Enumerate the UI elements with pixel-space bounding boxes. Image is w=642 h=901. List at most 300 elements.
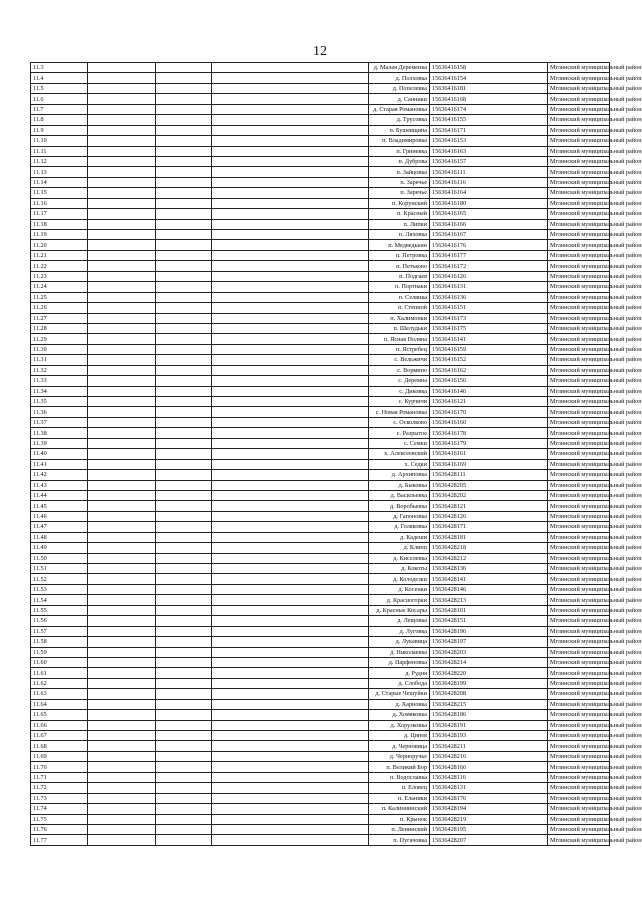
empty-cell [88,751,156,761]
empty-cell [88,146,156,156]
empty-cell [156,751,212,761]
empty-cell [156,647,212,657]
empty-cell [156,365,212,375]
table-row [31,459,610,469]
oktmo-code: 15636416167 [430,230,548,240]
district-name: Мглинский муниципальный район [548,407,610,417]
empty-cell [156,835,212,845]
empty-cell [88,417,156,427]
settlement-name: п. Селянка [369,292,430,302]
empty-cell [212,344,369,354]
empty-cell [88,605,156,615]
empty-cell [212,668,369,678]
table-row [31,198,610,208]
row-number: 11.17 [31,209,88,219]
empty-cell [88,490,156,500]
settlement-name: п. Владимировка [369,136,430,146]
table-row [31,574,610,584]
table-row [31,136,610,146]
empty-cell [156,553,212,563]
row-number: 11.52 [31,574,88,584]
table-body [31,63,642,846]
empty-cell [88,553,156,563]
empty-cell [156,710,212,720]
table-row [31,584,610,594]
empty-cell [88,637,156,647]
oktmo-code: 15636416141 [430,334,548,344]
district-name: Мглинский муниципальный район [548,657,610,667]
row-number: 11.72 [31,783,88,793]
empty-cell [156,772,212,782]
district-name: Мглинский муниципальный район [548,804,610,814]
empty-cell [156,104,212,114]
row-number: 11.47 [31,522,88,532]
oktmo-code: 15636428126 [430,511,548,521]
empty-cell [212,804,369,814]
settlement-name: п. Гриневка [369,146,430,156]
settlement-name: с. Семки [369,438,430,448]
district-name: Мглинский муниципальный район [548,167,610,177]
empty-cell [88,793,156,803]
row-number: 11.30 [31,344,88,354]
empty-cell [212,511,369,521]
empty-cell [88,783,156,793]
settlement-name: с. Разрытое [369,428,430,438]
row-number: 11.39 [31,438,88,448]
empty-cell [212,188,369,198]
empty-cell [212,605,369,615]
empty-cell [212,762,369,772]
settlement-name: д. Николаевка [369,647,430,657]
empty-cell [156,73,212,83]
oktmo-code: 15636416159 [430,344,548,354]
empty-cell [212,459,369,469]
empty-cell [156,689,212,699]
oktmo-code: 15636428195 [430,824,548,834]
settlement-name: д. Хомяковка [369,710,430,720]
settlement-name: д. Хорузковка [369,720,430,730]
oktmo-code: 15636428218 [430,543,548,553]
oktmo-code: 15636416173 [430,313,548,323]
settlement-name: п. Корунский [369,198,430,208]
settlement-name: д. Клипп [369,543,430,553]
oktmo-code: 15636416174 [430,104,548,114]
oktmo-code: 15636428111 [430,470,548,480]
empty-cell [212,564,369,574]
row-number: 11.34 [31,386,88,396]
oktmo-code: 15636416164 [430,188,548,198]
oktmo-code: 15636416136 [430,292,548,302]
table-row [31,741,610,751]
row-number: 11.31 [31,355,88,365]
empty-cell [156,250,212,260]
district-name: Мглинский муниципальный район [548,595,610,605]
empty-cell [156,501,212,511]
district-name: Мглинский муниципальный район [548,94,610,104]
table-row [31,63,610,73]
empty-cell [212,261,369,271]
empty-cell [212,83,369,93]
empty-cell [88,209,156,219]
settlement-name: д. Красные Косары [369,605,430,615]
row-number: 11.13 [31,167,88,177]
settlement-name: п. Бушевщина [369,125,430,135]
table-row [31,605,610,615]
row-number: 11.74 [31,804,88,814]
district-name: Мглинский муниципальный район [548,198,610,208]
district-name: Мглинский муниципальный район [548,386,610,396]
empty-cell [156,271,212,281]
table-row [31,824,610,834]
empty-cell [212,94,369,104]
district-name: Мглинский муниципальный район [548,751,610,761]
oktmo-code: 15636416170 [430,407,548,417]
empty-cell [88,480,156,490]
table-row [31,344,610,354]
empty-cell [156,522,212,532]
district-name: Мглинский муниципальный район [548,741,610,751]
district-name: Мглинский муниципальный район [548,710,610,720]
empty-cell [88,741,156,751]
settlement-name: с. Осколково [369,417,430,427]
empty-cell [156,125,212,135]
settlement-name: д. Черноручье [369,751,430,761]
table-row [31,83,610,93]
district-name: Мглинский муниципальный район [548,125,610,135]
table-row [31,470,610,480]
empty-cell [212,490,369,500]
empty-cell [156,355,212,365]
row-number: 11.7 [31,104,88,114]
district-name: Мглинский муниципальный район [548,115,610,125]
empty-cell [156,762,212,772]
oktmo-code: 15636428211 [430,741,548,751]
row-number: 11.41 [31,459,88,469]
row-number: 11.63 [31,689,88,699]
oktmo-code: 15636416153 [430,136,548,146]
table-row [31,177,610,187]
row-number: 11.5 [31,83,88,93]
row-number: 11.14 [31,177,88,187]
empty-cell [212,376,369,386]
empty-cell [212,334,369,344]
district-name: Мглинский муниципальный район [548,83,610,93]
empty-cell [156,793,212,803]
empty-cell [212,250,369,260]
empty-cell [88,699,156,709]
settlement-name: д. Цинев [369,731,430,741]
table-row [31,772,610,782]
settlement-name: д. Архиповка [369,470,430,480]
table-row [31,125,610,135]
table-row [31,804,610,814]
row-number: 11.45 [31,501,88,511]
oktmo-code: 15636416154 [430,73,548,83]
district-name: Мглинский муниципальный район [548,490,610,500]
oktmo-code: 15636416157 [430,156,548,166]
oktmo-code: 15636416180 [430,198,548,208]
row-number: 11.29 [31,334,88,344]
empty-cell [88,344,156,354]
empty-cell [212,282,369,292]
row-number: 11.38 [31,428,88,438]
oktmo-code: 15636428151 [430,616,548,626]
settlement-name: п. Красный [369,209,430,219]
row-number: 11.24 [31,282,88,292]
settlement-name: с. Новая Романовка [369,407,430,417]
empty-cell [88,376,156,386]
district-name: Мглинский муниципальный район [548,428,610,438]
district-name: Мглинский муниципальный район [548,793,610,803]
empty-cell [88,219,156,229]
row-number: 11.36 [31,407,88,417]
oktmo-code: 15636428205 [430,480,548,490]
row-number: 11.69 [31,751,88,761]
row-number: 11.55 [31,605,88,615]
row-number: 11.48 [31,532,88,542]
table-row [31,313,610,323]
empty-cell [212,146,369,156]
table-row [31,365,610,375]
table-row [31,230,610,240]
empty-cell [212,136,369,146]
empty-cell [156,449,212,459]
oktmo-code: 15636428208 [430,689,548,699]
table-row [31,626,610,636]
empty-cell [88,303,156,313]
table-row [31,814,610,824]
empty-cell [156,532,212,542]
district-name: Мглинский муниципальный район [548,177,610,187]
row-number: 11.4 [31,73,88,83]
empty-cell [156,657,212,667]
district-name: Мглинский муниципальный район [548,188,610,198]
empty-cell [212,678,369,688]
settlement-name: п. Ляховка [369,230,430,240]
empty-cell [212,501,369,511]
district-name: Мглинский муниципальный район [548,313,610,323]
table-row [31,438,610,448]
empty-cell [156,574,212,584]
table-row [31,720,610,730]
district-name: Мглинский муниципальный район [548,814,610,824]
row-number: 11.27 [31,313,88,323]
table-row [31,480,610,490]
empty-cell [88,271,156,281]
table-row [31,835,610,845]
table-row [31,449,610,459]
table-row [31,156,610,166]
district-name: Мглинский муниципальный район [548,303,610,313]
oktmo-code: 15636428216 [430,751,548,761]
empty-cell [88,668,156,678]
row-number: 11.33 [31,376,88,386]
empty-cell [88,710,156,720]
empty-cell [212,480,369,490]
oktmo-code: 15636428196 [430,626,548,636]
oktmo-code: 15636428116 [430,772,548,782]
row-number: 11.62 [31,678,88,688]
settlement-name: п. Еловец [369,783,430,793]
empty-cell [212,177,369,187]
empty-cell [88,459,156,469]
empty-cell [156,94,212,104]
row-number: 11.71 [31,772,88,782]
settlement-name: д. Кокоты [369,564,430,574]
empty-cell [212,167,369,177]
row-number: 11.50 [31,553,88,563]
empty-cell [88,250,156,260]
empty-cell [212,198,369,208]
empty-cell [156,470,212,480]
empty-cell [88,240,156,250]
district-name: Мглинский муниципальный район [548,511,610,521]
settlement-name: д. Лукавица [369,637,430,647]
empty-cell [156,804,212,814]
settlement-name: д. Косенки [369,584,430,594]
empty-cell [212,522,369,532]
row-number: 11.35 [31,397,88,407]
row-number: 11.76 [31,824,88,834]
empty-cell [156,386,212,396]
table-row [31,532,610,542]
settlement-name: п. Великий Бор [369,762,430,772]
oktmo-code: 15636416156 [430,376,548,386]
settlement-name: д. Попелевка [369,83,430,93]
empty-cell [156,261,212,271]
empty-cell [212,313,369,323]
row-number: 11.15 [31,188,88,198]
empty-cell [156,699,212,709]
table-row [31,407,610,417]
empty-cell [156,209,212,219]
district-name: Мглинский муниципальный район [548,626,610,636]
empty-cell [212,73,369,83]
empty-cell [212,292,369,302]
district-name: Мглинский муниципальный район [548,261,610,271]
district-name: Мглинский муниципальный район [548,146,610,156]
district-name: Мглинский муниципальный район [548,355,610,365]
empty-cell [156,282,212,292]
settlement-name: п. Петьково [369,261,430,271]
settlement-name: д. Красногорки [369,595,430,605]
empty-cell [212,470,369,480]
empty-cell [212,835,369,845]
empty-cell [156,543,212,553]
settlement-name: д. Парфеновка [369,657,430,667]
settlement-name: п. Ястребец [369,344,430,354]
oktmo-code: 15636428181 [430,532,548,542]
settlement-name: д. Васильевка [369,490,430,500]
empty-cell [212,417,369,427]
empty-cell [212,699,369,709]
table-row [31,564,610,574]
empty-cell [156,605,212,615]
oktmo-code: 15636428186 [430,710,548,720]
empty-cell [88,230,156,240]
empty-cell [88,511,156,521]
oktmo-code: 15636428191 [430,720,548,730]
district-name: Мглинский муниципальный район [548,271,610,281]
empty-cell [212,731,369,741]
table-row [31,668,610,678]
empty-cell [156,480,212,490]
settlement-name: д. Старые Чешуйки [369,689,430,699]
row-number: 11.54 [31,595,88,605]
oktmo-code: 15636428141 [430,574,548,584]
table-row [31,751,610,761]
district-name: Мглинский муниципальный район [548,501,610,511]
oktmo-code: 15636416179 [430,438,548,448]
empty-cell [88,543,156,553]
empty-cell [88,386,156,396]
oktmo-code: 15636416178 [430,428,548,438]
district-name: Мглинский муниципальный район [548,250,610,260]
row-number: 11.59 [31,647,88,657]
empty-cell [156,564,212,574]
district-name: Мглинский муниципальный район [548,63,610,73]
district-name: Мглинский муниципальный район [548,762,610,772]
empty-cell [156,188,212,198]
settlement-name: с. Вельжичи [369,355,430,365]
oktmo-code: 15636416152 [430,355,548,365]
empty-cell [212,125,369,135]
empty-cell [88,355,156,365]
district-name: Мглинский муниципальный район [548,136,610,146]
oktmo-code: 15636416116 [430,177,548,187]
row-number: 11.56 [31,616,88,626]
settlement-name: п. Пугачовка [369,835,430,845]
oktmo-code: 15636428220 [430,668,548,678]
settlement-name: д. Санники [369,94,430,104]
empty-cell [88,678,156,688]
settlement-name: х. Алексеевский [369,449,430,459]
oktmo-code: 15636416166 [430,219,548,229]
empty-cell [88,814,156,824]
settlement-name: п. Липки [369,219,430,229]
empty-cell [156,741,212,751]
empty-cell [88,407,156,417]
district-name: Мглинский муниципальный район [548,689,610,699]
district-name: Мглинский муниципальный район [548,470,610,480]
empty-cell [212,407,369,417]
settlement-name: п. Зайцовка [369,167,430,177]
table-row [31,783,610,793]
table-row [31,282,610,292]
district-name: Мглинский муниципальный район [548,543,610,553]
empty-cell [212,355,369,365]
table-row [31,762,610,772]
table-row [31,657,610,667]
empty-cell [88,720,156,730]
empty-cell [88,835,156,845]
district-name: Мглинский муниципальный район [548,637,610,647]
empty-cell [156,376,212,386]
row-number: 11.22 [31,261,88,271]
empty-cell [212,772,369,782]
empty-cell [156,334,212,344]
district-name: Мглинский муниципальный район [548,731,610,741]
district-name: Мглинский муниципальный район [548,449,610,459]
table-row [31,188,610,198]
empty-cell [88,282,156,292]
settlement-name: п. Петровка [369,250,430,260]
empty-cell [156,584,212,594]
row-number: 11.26 [31,303,88,313]
empty-cell [156,720,212,730]
empty-cell [156,344,212,354]
district-name: Мглинский муниципальный район [548,584,610,594]
